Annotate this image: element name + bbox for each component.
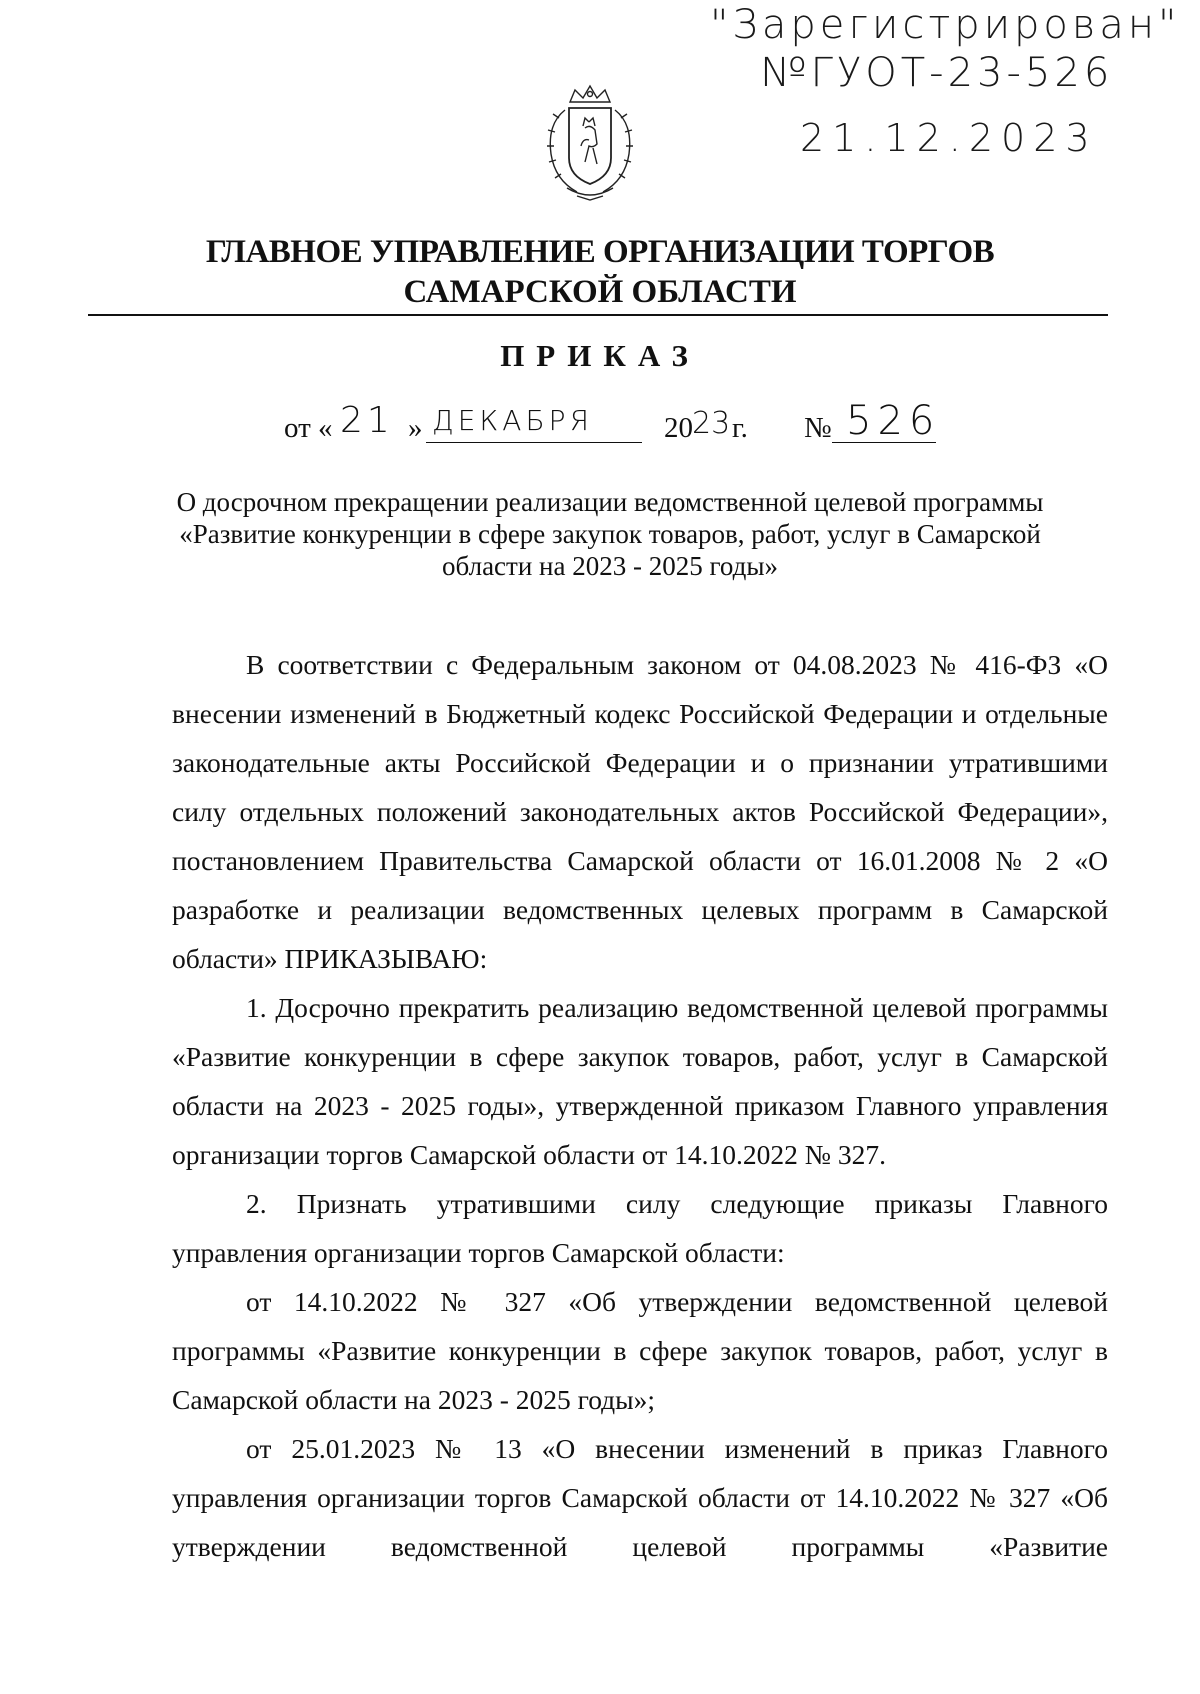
clause-2: 2. Признать утратившими силу следующие приказы Главного управления организации торгов Самарской области: (172, 1188, 1108, 1268)
registration-date: 21.12.2023 (800, 116, 1098, 160)
repealed-order-2: от 25.01.2023 № 13 «О внесении изменений в приказ Главного управления организации торгов Самарской области от 14.10.2022 № 327 «Об утверждении ведомственной целевой программы «Развитие (172, 1433, 1108, 1562)
year-unit: г. (732, 412, 748, 444)
handwritten-year: 23 (692, 406, 731, 441)
preamble-paragraph: В соответствии с Федеральным законом от 04.08.2023 № 416-ФЗ «О внесении изменений в Бюджетный кодекс Российской Федерации и отдельные законодательные акты Российской Федерации и о признании утратившими силу отдельных положений законодательных актов Российской Федерации», постановлением Правительства Самарской области от 16.01.2008 № 2 «О разработке и реализации ведомственных целевых программ в Самарской области» ПРИКАЗЫВАЮ: (172, 649, 1108, 974)
registration-number: №ГУОТ-23-526 (760, 50, 1114, 96)
document-type-title: ПРИКАЗ (500, 338, 700, 373)
repealed-order-1: от 14.10.2022 № 327 «Об утверждении ведомственной целевой программы «Развитие конкуренции в сфере закупок товаров, работ, услуг в Самарской области на 2023 - 2025 годы»; (172, 1286, 1108, 1415)
issuing-authority (90, 232, 1110, 312)
registration-stamp-line: "Зарегистрирован" (710, 2, 1181, 48)
month-underline (426, 442, 642, 443)
date-quote-close: » (408, 412, 423, 444)
handwritten-day: 21 (340, 400, 394, 441)
date-prefix: от « (284, 412, 333, 444)
handwritten-number: 526 (846, 398, 941, 444)
clause-1: 1. Досрочно прекратить реализацию ведомственной целевой программы «Развитие конкуренции в сфере закупок товаров, работ, услуг в Самарской области на 2023 - 2025 годы», утвержденной приказом Главного управления организации торгов Самарской области от 14.10.2022 № 327. (172, 992, 1108, 1170)
subject-line3: области на 2023 - 2025 годы» (442, 551, 778, 581)
handwritten-month: ДЕКАБРЯ (432, 404, 593, 437)
order-subject (140, 486, 1080, 582)
authority-name-line1: ГЛАВНОЕ УПРАВЛЕНИЕ ОРГАНИЗАЦИИ ТОРГОВ (205, 234, 995, 270)
number-sign: № (804, 412, 832, 444)
order-body (172, 640, 1108, 1571)
coat-of-arms-icon (537, 84, 643, 204)
subject-line1: О досрочном прекращении реализации ведомственной целевой программы (176, 487, 1044, 517)
authority-name-line2: САМАРСКОЙ ОБЛАСТИ (403, 274, 797, 310)
subject-line2: «Развитие конкуренции в сфере закупок товаров, работ, услуг в Самарской (179, 519, 1041, 549)
year-prefix: 20 (664, 412, 693, 444)
header-divider (88, 314, 1108, 316)
number-underline (832, 442, 936, 443)
